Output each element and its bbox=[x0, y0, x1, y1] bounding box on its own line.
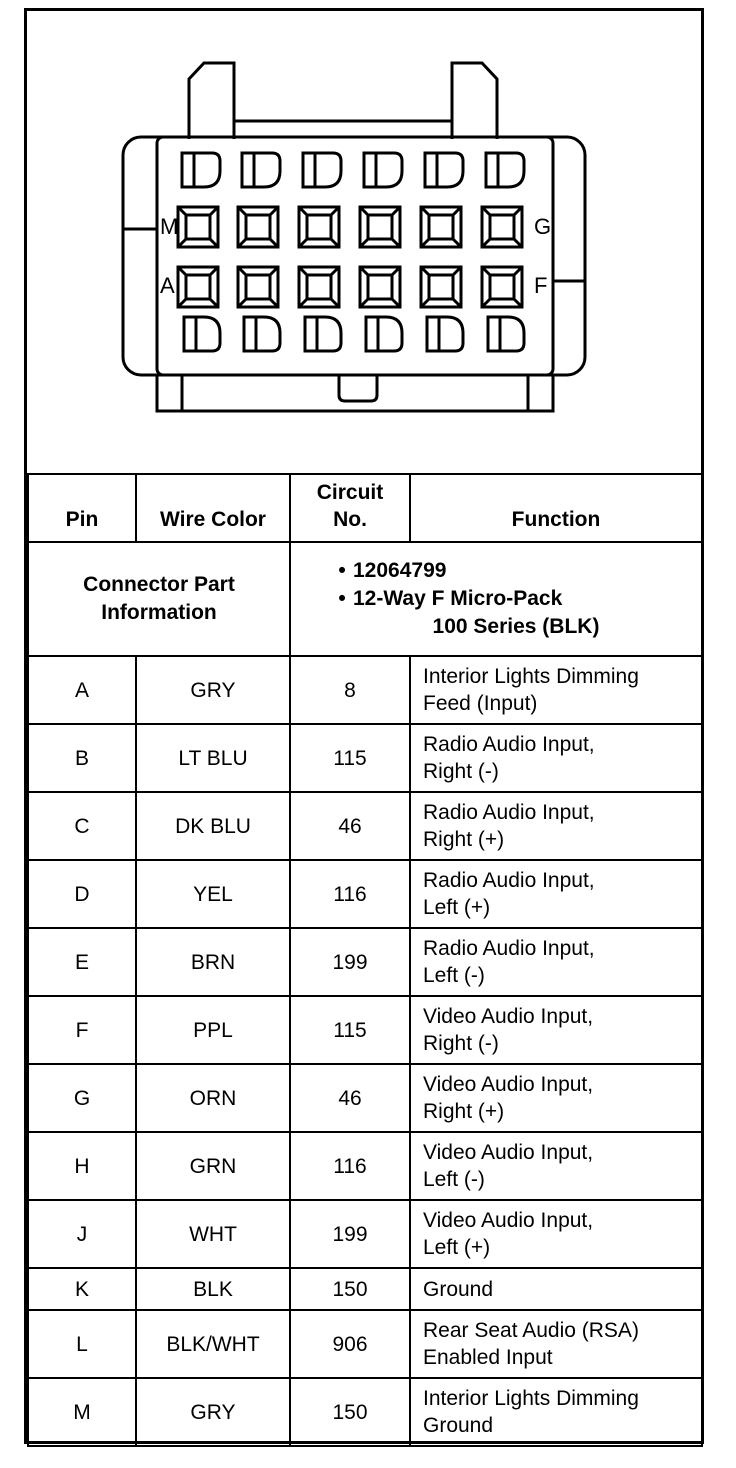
circuit-cell: 150 bbox=[290, 1268, 410, 1310]
right-latch bbox=[452, 63, 497, 139]
circuit-cell: 199 bbox=[290, 1200, 410, 1268]
terminal-slot bbox=[486, 153, 524, 187]
terminal-cavity bbox=[421, 267, 461, 307]
circuit-cell: 8 bbox=[290, 656, 410, 724]
part-info-row bbox=[28, 542, 702, 656]
terminal-cavity bbox=[178, 207, 218, 247]
table-row bbox=[28, 1310, 702, 1378]
table-row bbox=[28, 1378, 702, 1446]
terminal-cavity bbox=[482, 207, 522, 247]
function-cell: Radio Audio Input, Left (+) bbox=[410, 860, 702, 928]
function-cell: Interior Lights Dimming Ground bbox=[410, 1378, 702, 1446]
terminal-slot bbox=[242, 153, 280, 187]
table-row bbox=[28, 928, 702, 996]
terminal-slot bbox=[488, 317, 524, 351]
terminal-cavity bbox=[299, 267, 339, 307]
table-row bbox=[28, 860, 702, 928]
terminal-slot bbox=[182, 153, 220, 187]
left-latch bbox=[189, 63, 234, 139]
column-function: Function bbox=[410, 474, 702, 542]
circuit-cell: 906 bbox=[290, 1310, 410, 1378]
wire-color-cell: WHT bbox=[136, 1200, 290, 1268]
terminal-slot bbox=[364, 153, 402, 187]
pin-cell: D bbox=[28, 860, 136, 928]
wire-color-cell: ORN bbox=[136, 1064, 290, 1132]
column-circuit: Circuit No. bbox=[290, 474, 410, 542]
wire-color-cell: DK BLU bbox=[136, 792, 290, 860]
table-row bbox=[28, 1200, 702, 1268]
connector-description: • 12-Way F Micro-Pack bbox=[331, 585, 701, 613]
bullet-icon: • bbox=[338, 559, 346, 582]
wire-color-cell: GRN bbox=[136, 1132, 290, 1200]
circuit-cell: 115 bbox=[290, 724, 410, 792]
bottom-skirt bbox=[157, 375, 553, 411]
terminal-slot bbox=[305, 317, 341, 351]
pin-cell: A bbox=[28, 656, 136, 724]
function-cell: Video Audio Input, Left (+) bbox=[410, 1200, 702, 1268]
part-info-values bbox=[290, 542, 702, 656]
terminal-slot bbox=[425, 153, 463, 187]
part-info-label: Connector Part Information bbox=[28, 542, 290, 656]
column-wire-color: Wire Color bbox=[136, 474, 290, 542]
terminal-slot bbox=[427, 317, 463, 351]
function-cell: Video Audio Input, Left (-) bbox=[410, 1132, 702, 1200]
pin-cell: C bbox=[28, 792, 136, 860]
circuit-cell: 199 bbox=[290, 928, 410, 996]
wire-color-cell: GRY bbox=[136, 656, 290, 724]
connector-sheet bbox=[24, 8, 704, 1444]
function-cell: Ground bbox=[410, 1268, 702, 1310]
circuit-cell: 116 bbox=[290, 1132, 410, 1200]
circuit-cell: 46 bbox=[290, 1064, 410, 1132]
circuit-cell: 46 bbox=[290, 792, 410, 860]
pin-cell: B bbox=[28, 724, 136, 792]
terminal-cavity bbox=[360, 267, 400, 307]
circuit-cell: 115 bbox=[290, 996, 410, 1064]
column-pin: Pin bbox=[28, 474, 136, 542]
pinout-table bbox=[27, 473, 703, 1447]
pin-cell: F bbox=[28, 996, 136, 1064]
circuit-cell: 150 bbox=[290, 1378, 410, 1446]
pin-cell: J bbox=[28, 1200, 136, 1268]
wire-color-cell: LT BLU bbox=[136, 724, 290, 792]
terminal-cavity bbox=[482, 267, 522, 307]
connector-drawing bbox=[27, 11, 701, 473]
terminal-cavity bbox=[421, 207, 461, 247]
wire-color-cell: YEL bbox=[136, 860, 290, 928]
pin-label-f: F bbox=[534, 273, 548, 298]
terminal-cavity bbox=[238, 267, 278, 307]
table-row bbox=[28, 1268, 702, 1310]
terminal-slot bbox=[303, 153, 341, 187]
wire-color-cell: PPL bbox=[136, 996, 290, 1064]
wire-color-cell: BRN bbox=[136, 928, 290, 996]
pin-cell: H bbox=[28, 1132, 136, 1200]
table-row bbox=[28, 792, 702, 860]
pin-cell: G bbox=[28, 1064, 136, 1132]
function-cell: Video Audio Input, Right (-) bbox=[410, 996, 702, 1064]
terminal-slot bbox=[366, 317, 402, 351]
terminal-slot bbox=[184, 317, 220, 351]
wire-color-cell: BLK bbox=[136, 1268, 290, 1310]
table-row bbox=[28, 996, 702, 1064]
function-cell: Radio Audio Input, Left (-) bbox=[410, 928, 702, 996]
function-cell: Interior Lights Dimming Feed (Input) bbox=[410, 656, 702, 724]
wire-color-cell: GRY bbox=[136, 1378, 290, 1446]
part-number: • 12064799 bbox=[331, 557, 701, 585]
wire-color-cell: BLK/WHT bbox=[136, 1310, 290, 1378]
terminal-slot bbox=[244, 317, 280, 351]
pin-cell: M bbox=[28, 1378, 136, 1446]
function-cell: Radio Audio Input, Right (-) bbox=[410, 724, 702, 792]
pin-label-m: M bbox=[160, 214, 179, 239]
pin-label-a: A bbox=[160, 273, 175, 298]
table-row bbox=[28, 1132, 702, 1200]
table-row bbox=[28, 724, 702, 792]
terminal-cavity bbox=[238, 207, 278, 247]
terminal-cavity bbox=[360, 207, 400, 247]
table-header bbox=[28, 474, 702, 542]
circuit-cell: 116 bbox=[290, 860, 410, 928]
pin-cell: K bbox=[28, 1268, 136, 1310]
outer-body bbox=[123, 137, 585, 375]
pin-cell: L bbox=[28, 1310, 136, 1378]
terminal-cavity bbox=[178, 267, 218, 307]
pin-cell: E bbox=[28, 928, 136, 996]
pin-label-g: G bbox=[534, 214, 552, 239]
table-row bbox=[28, 656, 702, 724]
terminal-cavity bbox=[299, 207, 339, 247]
connector-diagram bbox=[27, 11, 701, 473]
function-cell: Radio Audio Input, Right (+) bbox=[410, 792, 702, 860]
function-cell: Video Audio Input, Right (+) bbox=[410, 1064, 702, 1132]
key-notch bbox=[339, 375, 377, 401]
function-cell: Rear Seat Audio (RSA) Enabled Input bbox=[410, 1310, 702, 1378]
inner-cavity bbox=[157, 137, 553, 375]
connector-description-line2: 100 Series (BLK) bbox=[432, 615, 600, 638]
table-row bbox=[28, 1064, 702, 1132]
bullet-icon: • bbox=[338, 587, 346, 610]
